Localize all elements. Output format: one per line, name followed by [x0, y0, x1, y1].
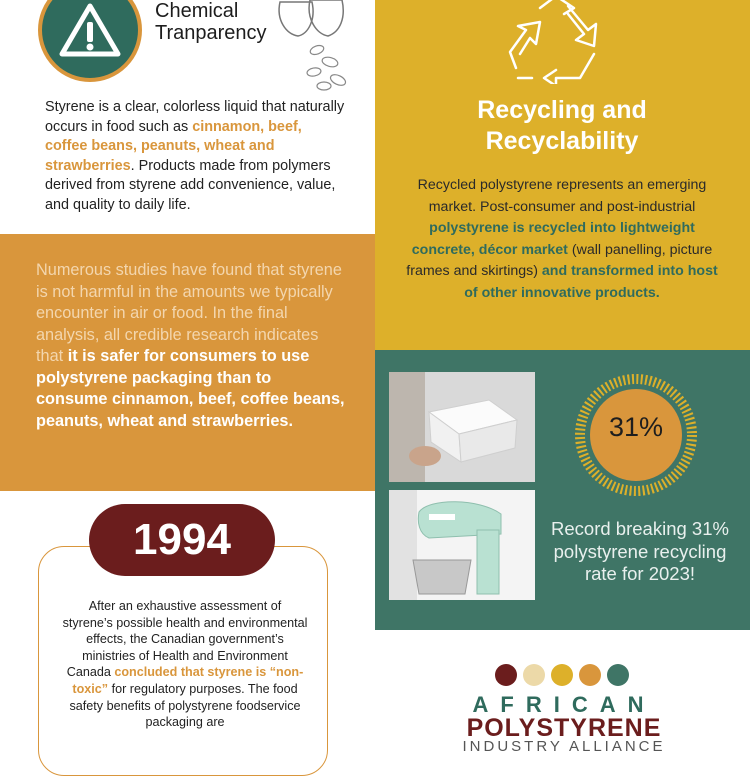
recycling-title-line2: Recyclability [485, 127, 639, 155]
chemical-title [155, 0, 267, 44]
year-body-text: After an exhaustive assessment of styrene’s possible health and environmental effects, the Canadian government’s ministries of Health and Environment Canada [62, 599, 308, 680]
studies-body-strong: it is safer for consumers to use polystyrene packaging than to consume cinnamon, beef, coffee beans, peanuts, wheat and strawberries. [36, 347, 345, 430]
stand-mixer-photo [389, 490, 535, 600]
gauge-value: 31% [608, 412, 664, 442]
strawberry-beans-illustration [272, 0, 352, 95]
logo-dots [495, 664, 635, 691]
recycling-body-highlight-1: polystyrene is recycled into lightweight concrete, décor market [411, 220, 695, 258]
year-body-text-end: for regulatory purposes. The food safety benefits of polystyrene foodservice packaging are [69, 681, 301, 730]
chemical-title-line1: Chemical [155, 0, 239, 22]
chemical-body-highlight: cinnamon, beef, coffee beans, peanuts, wheat and strawberries [45, 118, 302, 174]
year-badge: 1994 [89, 504, 275, 576]
recycling-body-text-mid: (wall panelling, picture frames and skirtings) [406, 241, 713, 279]
logo-dot [551, 664, 573, 686]
logo-polystyrene: POLYSTYRENE [466, 714, 662, 742]
logo-industry-alliance: INDUSTRY ALLIANCE [462, 738, 666, 755]
logo-african: AFRICAN [472, 692, 656, 717]
logo-dot [523, 664, 545, 686]
recycling-body-text: Recycled polystyrene represents an emerging market. Post-consumer and post-industrial [417, 177, 707, 215]
recycle-icon [496, 0, 618, 84]
warning-badge [38, 0, 142, 82]
warning-triangle-icon [42, 0, 138, 78]
logo-dot [607, 664, 629, 686]
chemical-body-text-end: . Products made from polymers derived from styrene add convenience, value, and quality to daily life. [45, 157, 336, 213]
logo-dot [579, 664, 601, 686]
chemical-body [45, 98, 345, 215]
logo-dot [495, 664, 517, 686]
year-body-highlight: concluded that styrene is “non-toxic” [72, 665, 304, 696]
studies-body [36, 260, 346, 432]
recycling-body [398, 175, 726, 304]
recycling-title [420, 95, 704, 157]
chemical-title-line2: Tranparency [155, 22, 267, 44]
chemical-body-text: Styrene is a clear, colorless liquid that naturally occurs in food such as [45, 99, 345, 135]
recycling-body-highlight-2: and transformed into host of other innovative products. [464, 263, 718, 301]
foam-container-photo [389, 372, 535, 482]
year-body [62, 598, 308, 731]
stats-caption: Record breaking 31% polystyrene recycling rate for 2023! [551, 518, 729, 584]
studies-body-text: Numerous studies have found that styrene is not harmful in the amounts we typically encounter in air or food. In the final analysis, all credible research indicates that [36, 261, 342, 365]
recycling-title-line1: Recycling and [477, 96, 647, 124]
